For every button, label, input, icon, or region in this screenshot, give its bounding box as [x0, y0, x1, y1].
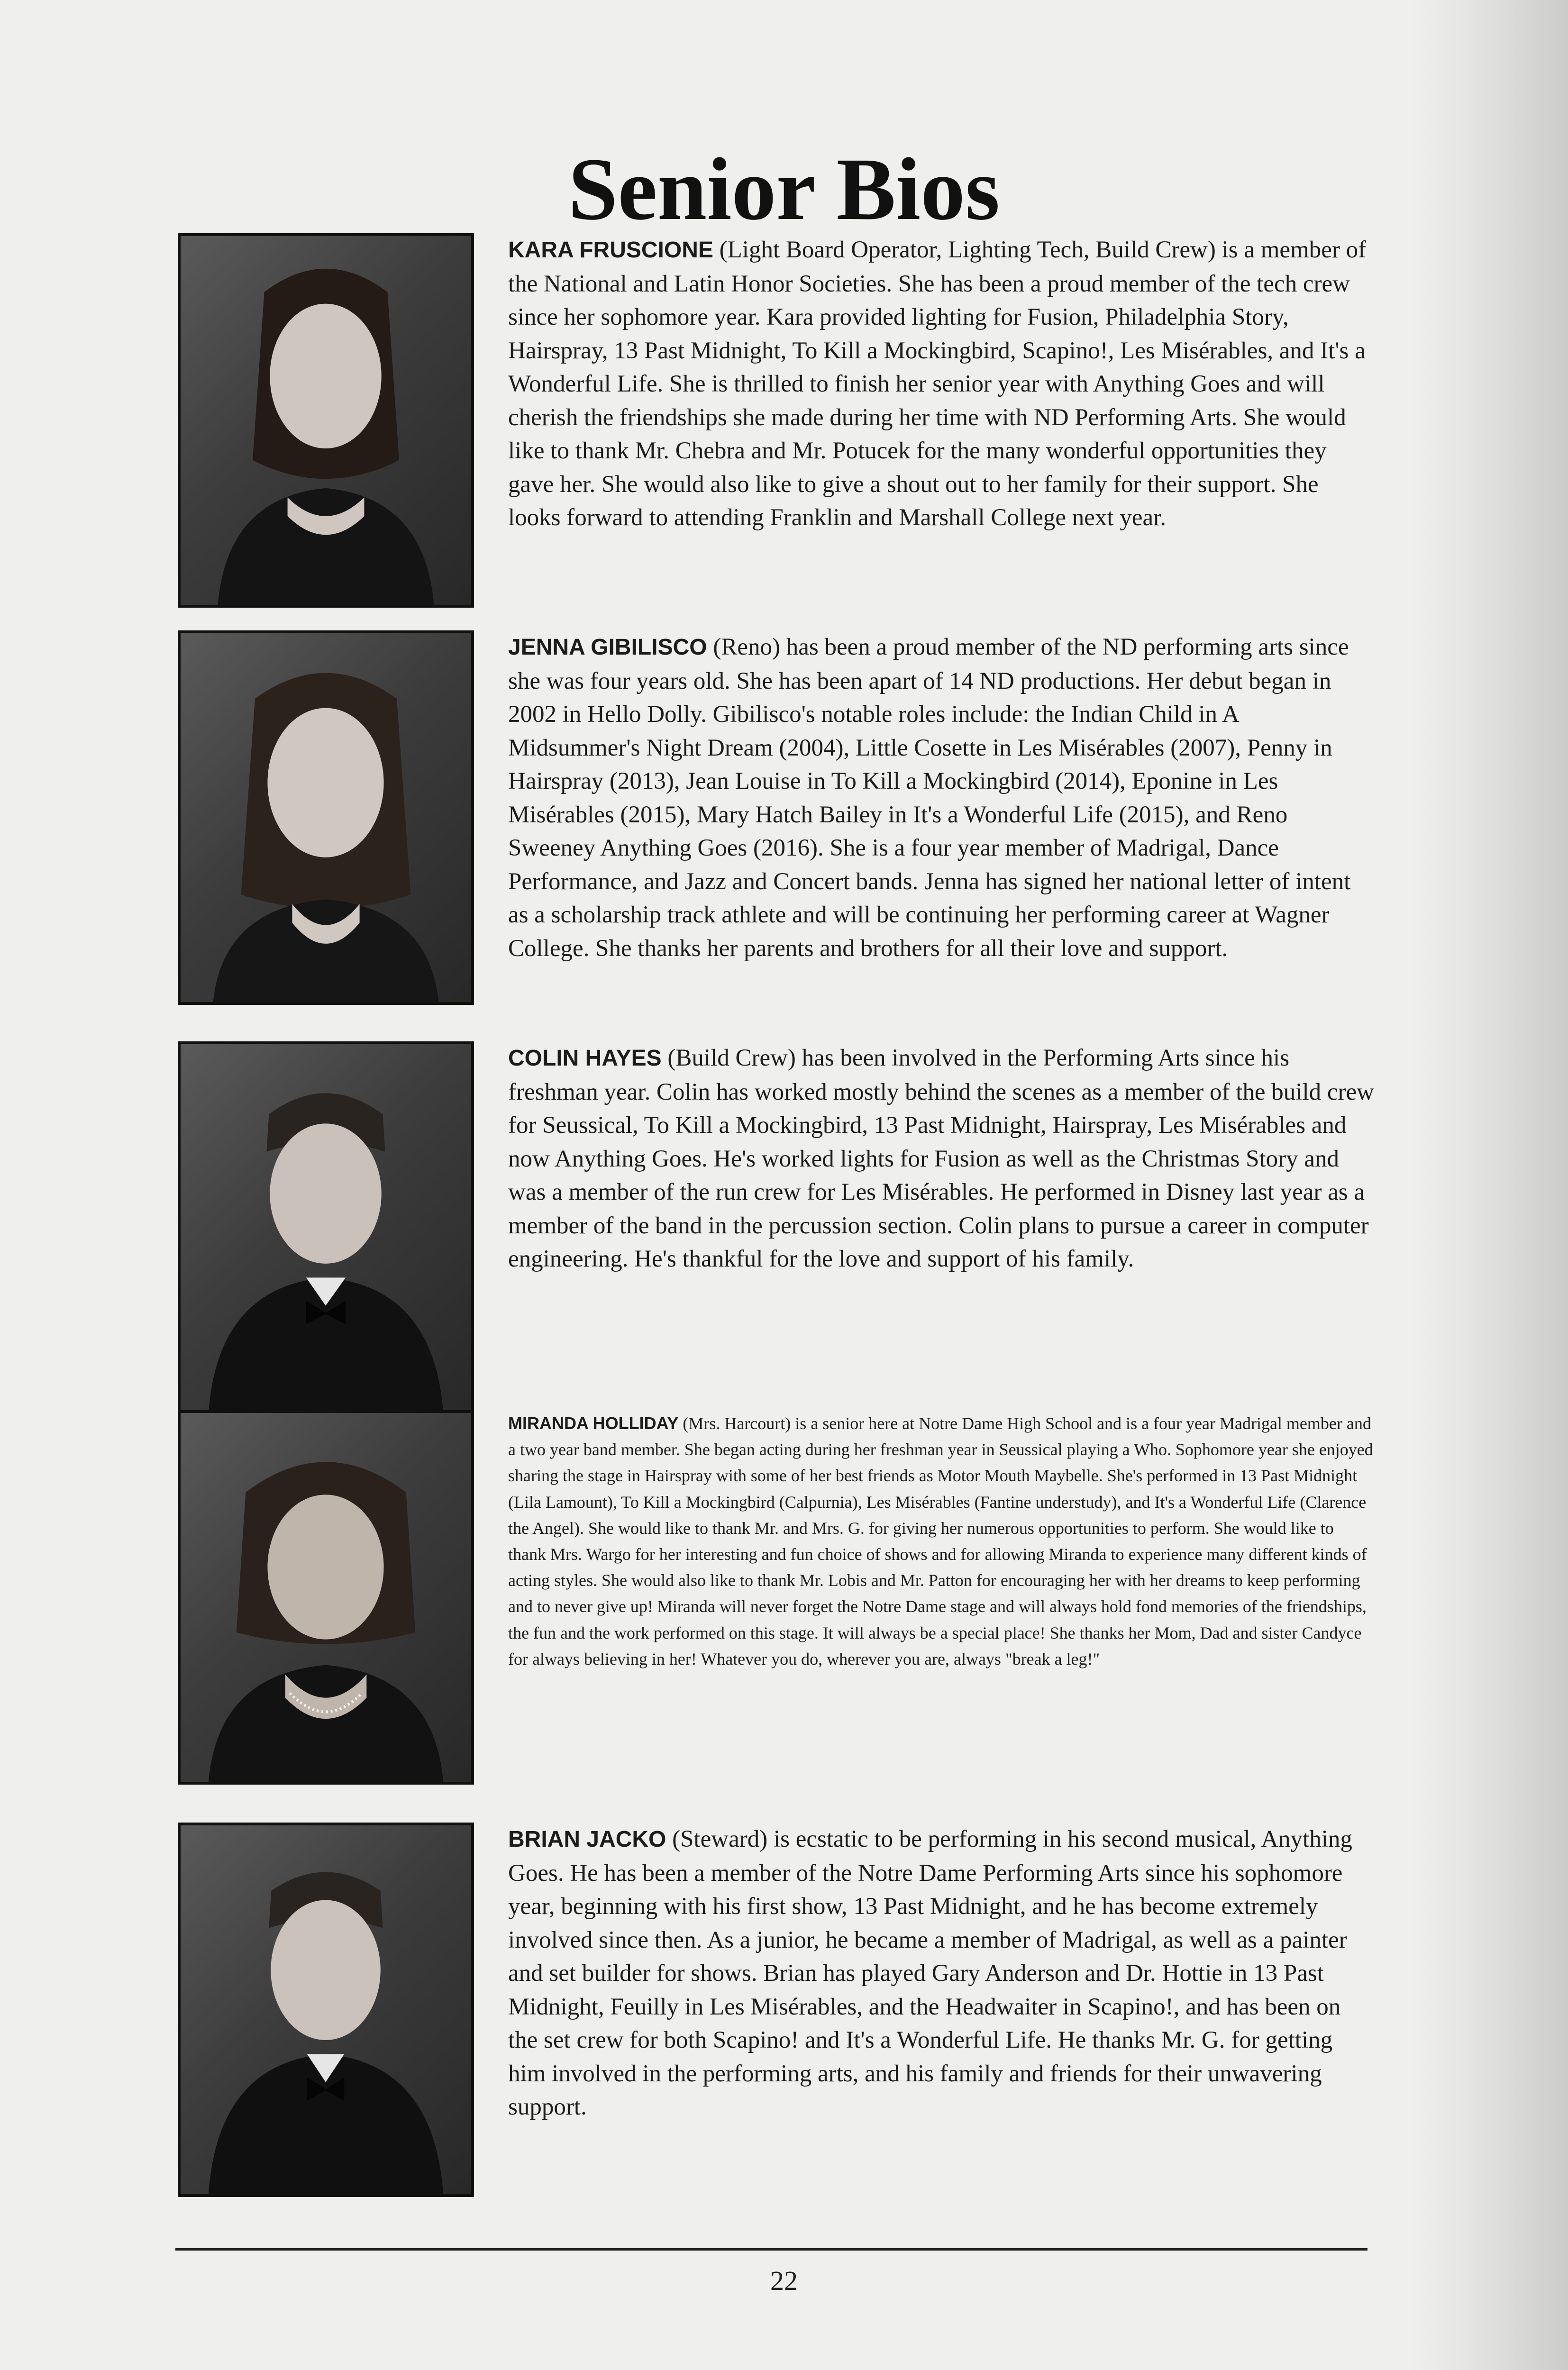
- bio-brian-jacko: [178, 1823, 1372, 2249]
- bio-body: (Build Crew) has been involved in the Performing Arts since his freshman year. Colin has worked mostly behind the scenes as a member of the build crew for Seussical, To Kill a Mockingbird, 13 Past Midnight, Hairspray, Les Misérables and now Anything Goes. He's worked lights for Fusion as well as the Christmas Story and was a member of the run crew for Les Misérables. He performed in Disney last year as a member of the band in the percussion section. Colin plans to pursue a career in computer engineering. He's thankful for the love and support of his family.: [508, 1045, 1374, 1272]
- portrait-photo: [178, 630, 474, 1005]
- bio-name: MIRANDA HOLLIDAY: [508, 1413, 679, 1433]
- bio-miranda-holliday: [178, 1410, 1372, 1837]
- bio-name: COLIN HAYES: [508, 1046, 662, 1071]
- portrait-photo: [178, 233, 474, 608]
- bio-colin-hayes: [178, 1041, 1372, 1468]
- bio-body: (Light Board Operator, Lighting Tech, Build Crew) is a member of the National and Latin Honor Societies. She has been a proud member of the tech crew since her sophomore year. Kara provided lighting for Fusion, Philadelphia Story, Hairspray, 13 Past Midnight, To Kill a Mockingbird, Scapino!, Les Misérables, and It's a Wonderful Life. She is thrilled to finish her senior year with Anything Goes and will cherish the friendships she made during her time with ND Performing Arts. She would like to thank Mr. Chebra and Mr. Potucek for the many wonderful opportunities they gave her. She would also like to give a shout out to her family for their support. She looks forward to attending Franklin and Marshall College next year.: [508, 237, 1367, 531]
- bio-jenna-gibilisco: [178, 630, 1372, 1057]
- portrait-photo: [178, 1041, 474, 1416]
- bio-text: [508, 233, 1376, 535]
- portrait-photo: [178, 1410, 474, 1785]
- portrait-photo: [178, 1823, 474, 2197]
- bio-kara-fruscione: [178, 233, 1372, 660]
- bio-text: [508, 1823, 1376, 2124]
- footer-divider: [175, 2248, 1367, 2251]
- bio-name: JENNA GIBILISCO: [508, 635, 707, 660]
- page-number: 22: [770, 2265, 798, 2296]
- bio-text: [508, 630, 1376, 965]
- bio-name: KARA FRUSCIONE: [508, 237, 713, 263]
- bio-text: [508, 1410, 1376, 1672]
- bio-body: (Reno) has been a proud member of the ND performing arts since she was four years old. She has been apart of 14 ND productions. Her debut began in 2002 in Hello Dolly. Gibilisco's notable roles include: the Indian Child in A Midsummer's Night Dream (2004), Little Cosette in Les Misérables (2007), Penny in Hairspray (2013), Jean Louise in To Kill a Mockingbird (2014), Eponine in Les Misérables (2015), Mary Hatch Bailey in It's a Wonderful Life (2015), and Reno Sweeney Anything Goes (2016). She is a four year member of Madrigal, Dance Performance, and Jazz and Concert bands. Jenna has signed her national letter of intent as a scholarship track athlete and will be continuing her performing career at Wagner College. She thanks her parents and brothers for all their love and support.: [508, 634, 1351, 962]
- bio-name: BRIAN JACKO: [508, 1827, 666, 1852]
- scan-edge-shadow: [1412, 0, 1568, 2370]
- bio-body: (Steward) is ecstatic to be performing in his second musical, Anything Goes. He has been a member of the Notre Dame Performing Arts since his sophomore year, beginning with his first show, 13 Past Midnight, and he has become extremely involved since then. As a junior, he became a member of Madrigal, as well as a painter and set builder for shows. Brian has played Gary Anderson and Dr. Hottie in 13 Past Midnight, Feuilly in Les Misérables, and the Headwaiter in Scapino!, and has been on the set crew for both Scapino! and It's a Wonderful Life. He thanks Mr. G. for getting him involved in the performing arts, and his family and friends for their unwavering support.: [508, 1826, 1352, 2120]
- bio-text: [508, 1041, 1376, 1276]
- page-title: Senior Bios: [568, 139, 1000, 238]
- bio-body: (Mrs. Harcourt) is a senior here at Notre Dame High School and is a four year Madrigal member and a two year band member. She began acting during her freshman year in Seussical playing a Who. Sophomore year she enjoyed sharing the stage in Hairspray with some of her best friends as Motor Mouth Maybelle. She's performed in 13 Past Midnight (Lila Lamount), To Kill a Mockingbird (Calpurnia), Les Misérables (Fantine understudy), and It's a Wonderful Life (Clarence the Angel). She would like to thank Mr. and Mrs. G. for giving her numerous opportunities to perform. She would like to thank Mrs. Wargo for her interesting and fun choice of shows and for allowing Miranda to experience many different kinds of acting styles. She would also like to thank Mr. Lobis and Mr. Patton for encouraging her with her dreams to keep performing and to never give up! Miranda will never forget the Notre Dame stage and will always hold fond memories of the friendships, the fun and the work performed on this stage. It will always be a special place! She thanks her Mom, Dad and sister Candyce for always believing in her! Whatever you do, wherever you are, always "break a leg!": [508, 1414, 1373, 1668]
